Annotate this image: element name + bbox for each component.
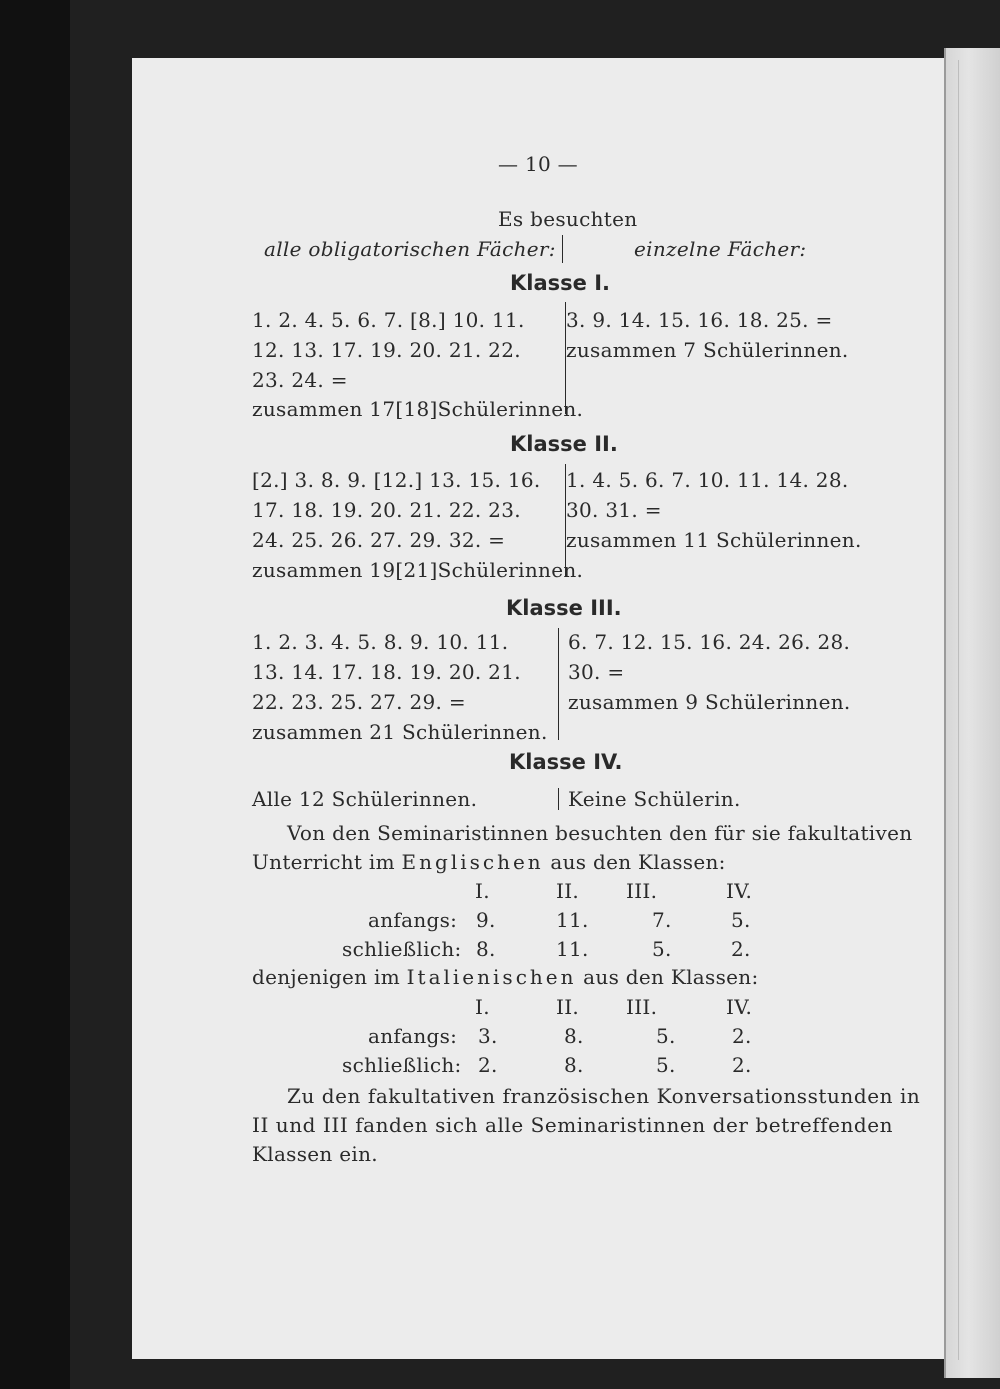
class-right-line: zusammen 11 Schülerinnen.	[566, 528, 862, 552]
class-right-line: 30. =	[568, 660, 625, 684]
class-left-line: zusammen 17[18]Schülerinnen.	[252, 397, 584, 421]
column-divider	[558, 788, 559, 810]
class-left-line: 23. 24. =	[252, 368, 348, 392]
class-right-line: zusammen 9 Schülerinnen.	[568, 690, 851, 714]
class-heading: Klasse IV.	[509, 750, 623, 774]
class-left-line: 12. 13. 17. 19. 20. 21. 22.	[252, 338, 521, 362]
class-left-line: 24. 25. 26. 27. 29. 32. =	[252, 528, 506, 552]
class-left-line: 1. 2. 4. 5. 6. 7. [8.] 10. 11.	[252, 308, 525, 332]
class-left-line: [2.] 3. 8. 9. [12.] 13. 15. 16.	[252, 468, 541, 492]
italian-intro-text: denjenigen im	[252, 965, 400, 989]
column-divider	[558, 628, 559, 740]
book-page	[132, 58, 944, 1359]
closing-line: Klassen ein.	[252, 1142, 378, 1166]
table-header: III.	[626, 879, 658, 903]
table-cell: 8.	[564, 1024, 584, 1048]
class-right-line: 30. 31. =	[566, 498, 662, 522]
table-cell: 5.	[652, 937, 672, 961]
english-subject: Englischen	[401, 850, 544, 874]
table-cell: 8.	[564, 1053, 584, 1077]
table-row-label: schließlich:	[342, 1053, 462, 1077]
book-spine	[0, 0, 70, 1389]
table-cell: 11.	[556, 937, 589, 961]
table-cell: 7.	[652, 908, 672, 932]
english-intro-text: aus den Klassen:	[550, 850, 726, 874]
table-cell: 3.	[478, 1024, 498, 1048]
class-left-line: zusammen 19[21]Schülerinnen.	[252, 558, 584, 582]
page-edge	[944, 48, 1000, 1378]
intro-heading: Es besuchten	[498, 207, 638, 231]
table-cell: 2.	[732, 1024, 752, 1048]
class-right-line: 6. 7. 12. 15. 16. 24. 26. 28.	[568, 630, 851, 654]
table-cell: 11.	[556, 908, 589, 932]
table-row-label: anfangs:	[368, 908, 458, 932]
class-heading: Klasse III.	[506, 596, 622, 620]
english-intro-text: Unterricht im	[252, 850, 395, 874]
table-header: IV.	[726, 995, 753, 1019]
closing-line: II und III fanden sich alle Seminaristinnen der betreffenden	[252, 1113, 894, 1137]
table-cell: 5.	[656, 1024, 676, 1048]
closing-line: Zu den fakultativen französischen Konversationsstunden in	[287, 1084, 921, 1108]
class-right-line: Keine Schülerin.	[568, 787, 741, 811]
italian-subject: Italienischen	[406, 965, 577, 989]
table-cell: 2.	[732, 1053, 752, 1077]
english-intro-line-2	[252, 850, 726, 874]
table-cell: 2.	[731, 937, 751, 961]
table-header: I.	[475, 995, 490, 1019]
table-header: I.	[475, 879, 490, 903]
class-left-line: Alle 12 Schülerinnen.	[252, 787, 478, 811]
class-heading: Klasse II.	[510, 432, 618, 456]
table-cell: 2.	[478, 1053, 498, 1077]
column-divider	[562, 235, 563, 263]
class-left-line: 13. 14. 17. 18. 19. 20. 21.	[252, 660, 521, 684]
english-intro-line-1: Von den Seminaristinnen besuchten den für sie fakultativen	[287, 821, 913, 845]
italian-intro-line	[252, 965, 759, 989]
italian-intro-text: aus den Klassen:	[583, 965, 759, 989]
column-heading-left: alle obligatorischen Fächer:	[264, 237, 556, 261]
table-header: II.	[556, 995, 580, 1019]
table-cell: 5.	[731, 908, 751, 932]
class-left-line: zusammen 21 Schülerinnen.	[252, 720, 548, 744]
column-heading-right: einzelne Fächer:	[634, 237, 807, 261]
class-left-line: 1. 2. 3. 4. 5. 8. 9. 10. 11.	[252, 630, 509, 654]
table-header: IV.	[726, 879, 753, 903]
class-right-line: 3. 9. 14. 15. 16. 18. 25. =	[566, 308, 833, 332]
table-row-label: anfangs:	[368, 1024, 458, 1048]
table-cell: 8.	[476, 937, 496, 961]
table-row-label: schließlich:	[342, 937, 462, 961]
table-header: III.	[626, 995, 658, 1019]
table-cell: 5.	[656, 1053, 676, 1077]
page-edge-line	[958, 60, 959, 1360]
class-right-line: 1. 4. 5. 6. 7. 10. 11. 14. 28.	[566, 468, 849, 492]
table-cell: 9.	[476, 908, 496, 932]
table-header: II.	[556, 879, 580, 903]
class-right-line: zusammen 7 Schülerinnen.	[566, 338, 849, 362]
class-heading: Klasse I.	[510, 271, 610, 295]
class-left-line: 17. 18. 19. 20. 21. 22. 23.	[252, 498, 521, 522]
page-number: — 10 —	[498, 152, 578, 176]
class-left-line: 22. 23. 25. 27. 29. =	[252, 690, 466, 714]
